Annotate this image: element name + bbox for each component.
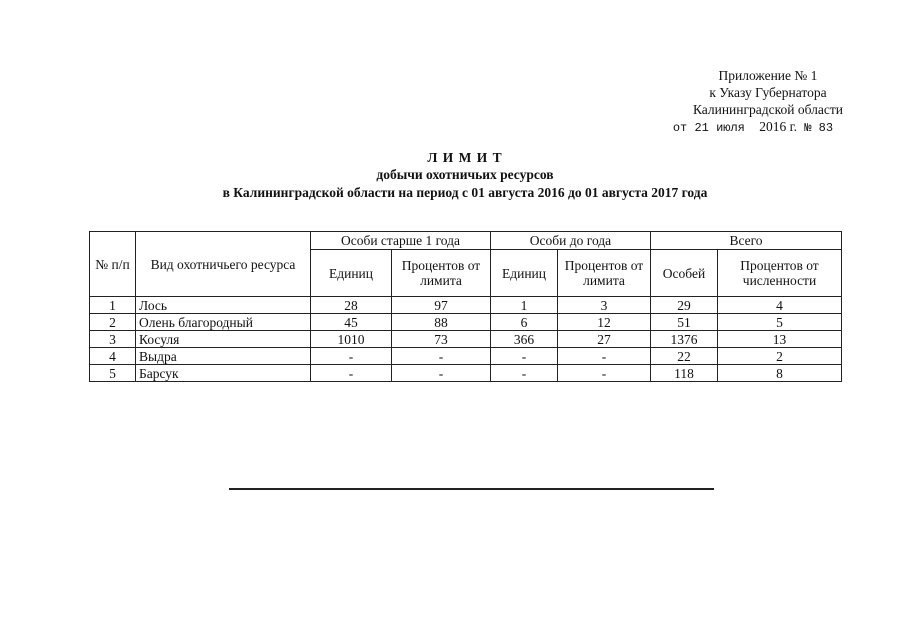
table-cell: 97 (392, 297, 491, 314)
table-cell: - (491, 365, 558, 382)
header-group-total: Всего (651, 232, 842, 250)
closing-line (229, 488, 714, 490)
doc-title: Л И М И Т (427, 150, 503, 165)
table-cell: 13 (718, 331, 842, 348)
table-cell: - (311, 348, 392, 365)
annex-line: Приложение № 1 (718, 68, 818, 83)
table-row (90, 348, 842, 365)
header-group-adult: Особи старше 1 года (311, 232, 491, 250)
table-cell: 366 (491, 331, 558, 348)
table-cell: 28 (311, 297, 392, 314)
table-cell: 22 (651, 348, 718, 365)
table-cell: 3 (90, 331, 136, 348)
table-cell: Косуля (136, 331, 311, 348)
table-cell: 1010 (311, 331, 392, 348)
table-cell: Выдра (136, 348, 311, 365)
table-cell: 4 (718, 297, 842, 314)
table-row (90, 365, 842, 382)
table-cell: 118 (651, 365, 718, 382)
table-cell: - (311, 365, 392, 382)
header-units: Единиц (311, 250, 392, 297)
header-pct-population: Процентов от численности (718, 250, 842, 297)
table-cell: - (491, 348, 558, 365)
table-cell: 8 (718, 365, 842, 382)
doc-subtitle: добычи охотничьих ресурсов (376, 167, 554, 182)
table-cell: 4 (90, 348, 136, 365)
annex-header (672, 67, 843, 137)
table-cell: - (558, 348, 651, 365)
table-cell: Барсук (136, 365, 311, 382)
table-cell: 2 (90, 314, 136, 331)
table-cell: 1 (491, 297, 558, 314)
table-cell: - (392, 348, 491, 365)
doc-subtitle-period: в Калининградской области на период с 01 августа 2016 до 01 августа 2017 года (222, 185, 708, 200)
year-text: 2016 г. (759, 119, 798, 134)
table-row (90, 314, 842, 331)
table-cell: 2 (718, 348, 842, 365)
decree-number: № 83 (804, 121, 834, 135)
annex-date (663, 118, 843, 137)
header-num: № п/п (90, 232, 136, 297)
limits-table (89, 231, 842, 382)
table-cell: 27 (558, 331, 651, 348)
table-cell: 5 (90, 365, 136, 382)
header-pct-limit: Процентов от лимита (558, 250, 651, 297)
header-units: Единиц (491, 250, 558, 297)
table-row (90, 331, 842, 348)
table-cell: 88 (392, 314, 491, 331)
header-pct-limit: Процентов от лимита (392, 250, 491, 297)
table-cell: 1 (90, 297, 136, 314)
annex-line: к Указу Губернатора (709, 85, 827, 100)
table-cell: 51 (651, 314, 718, 331)
table-cell: 29 (651, 297, 718, 314)
table-cell: Олень благородный (136, 314, 311, 331)
header-individuals: Особей (651, 250, 718, 297)
annex-line: Калининградской области (692, 102, 843, 117)
header-species: Вид охотничьего ресурса (136, 232, 311, 297)
header-group-young: Особи до года (491, 232, 651, 250)
table-cell: 45 (311, 314, 392, 331)
table-cell: 12 (558, 314, 651, 331)
table-cell: 73 (392, 331, 491, 348)
table-cell: 3 (558, 297, 651, 314)
table-cell: - (558, 365, 651, 382)
date-text: от 21 июля (672, 121, 745, 135)
table-cell: 1376 (651, 331, 718, 348)
table-cell: 5 (718, 314, 842, 331)
table-cell: - (392, 365, 491, 382)
table-cell: Лось (136, 297, 311, 314)
table-cell: 6 (491, 314, 558, 331)
table-row (90, 297, 842, 314)
